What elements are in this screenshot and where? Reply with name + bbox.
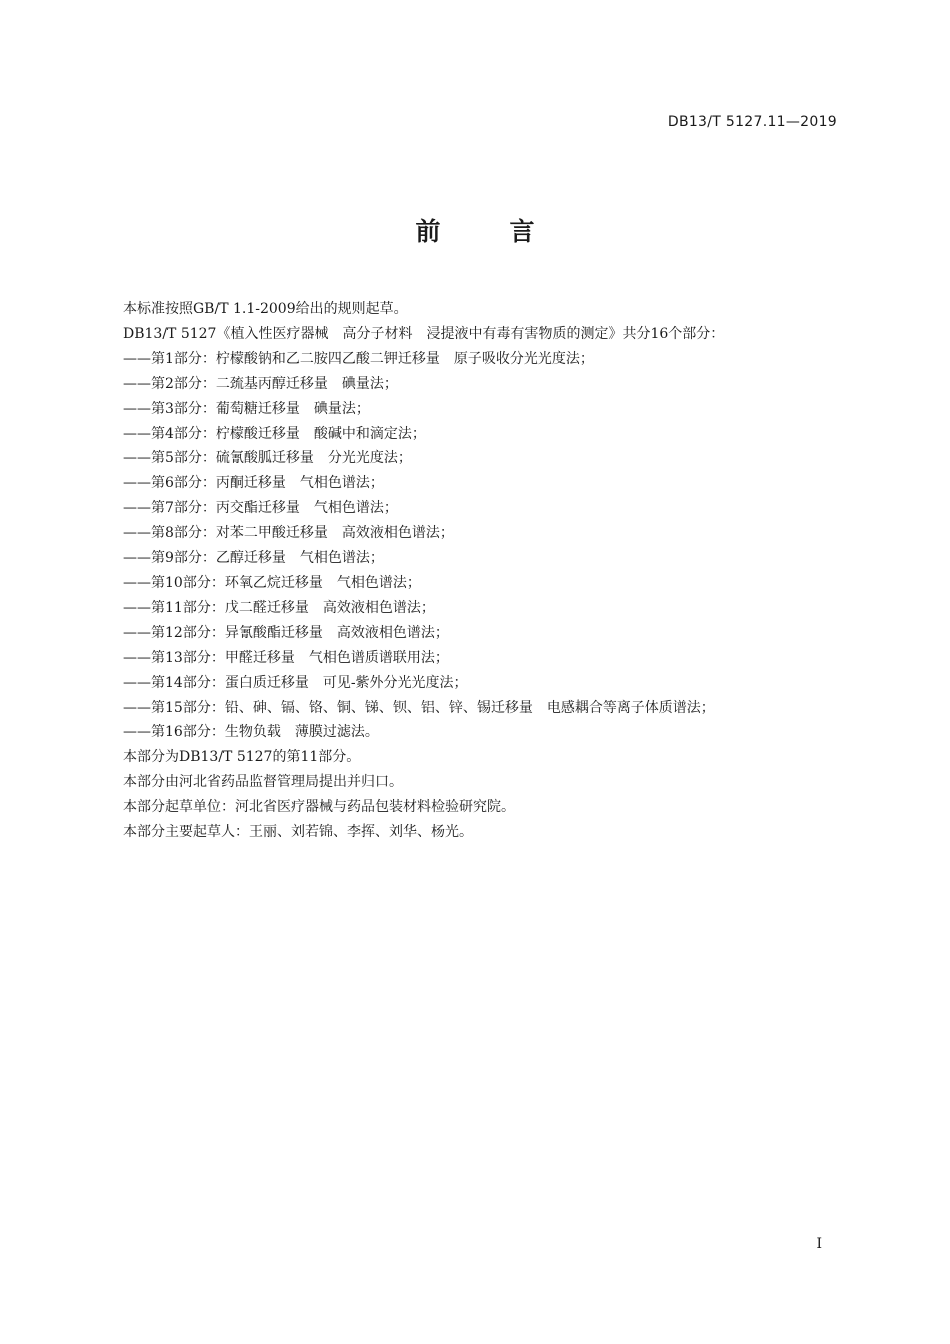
part-list-item: ——第11部分：戊二醛迁移量 高效液相色谱法； xyxy=(123,599,435,616)
part-list-item: ——第16部分：生物负载 薄膜过滤法。 xyxy=(123,724,379,741)
part-list-item: ——第15部分：铅、砷、镉、铬、铜、锑、钡、铝、锌、锡迁移量 电感耦合等离子体质谱法； xyxy=(123,699,715,716)
part-list-item: ——第1部分：柠檬酸钠和乙二胺四乙酸二钾迁移量 原子吸收分光光度法； xyxy=(123,350,594,367)
page-number: I xyxy=(816,1236,822,1252)
part-list-item: ——第7部分：丙交酯迁移量 气相色谱法； xyxy=(123,500,398,517)
body-line: DB13/T 5127《植入性医疗器械 高分子材料 浸提液中有毒有害物质的测定》共分16个部分： xyxy=(123,325,725,342)
part-list-item: ——第13部分：甲醛迁移量 气相色谱质谱联用法； xyxy=(123,649,449,666)
part-list-item: ——第12部分：异氰酸酯迁移量 高效液相色谱法； xyxy=(123,624,449,641)
body-line: 本部分由河北省药品监督管理局提出并归口。 xyxy=(123,774,403,791)
part-list-item: ——第5部分：硫氰酸胍迁移量 分光光度法； xyxy=(123,450,412,467)
part-list-item: ——第9部分：乙醇迁移量 气相色谱法； xyxy=(123,550,384,567)
part-list-item: ——第10部分：环氧乙烷迁移量 气相色谱法； xyxy=(123,574,421,591)
page-title: 前 言 xyxy=(415,217,557,246)
body-line: 本标准按照GB/T 1.1-2009给出的规则起草。 xyxy=(123,301,408,317)
part-list-item: ——第8部分：对苯二甲酸迁移量 高效液相色谱法； xyxy=(123,525,454,542)
body-line: 本部分主要起草人：王丽、刘若锦、李挥、刘华、杨光。 xyxy=(123,824,473,841)
part-list-item: ——第6部分：丙酮迁移量 气相色谱法； xyxy=(123,475,384,492)
body-line: 本部分起草单位：河北省医疗器械与药品包装材料检验研究院。 xyxy=(123,799,515,816)
part-list-item: ——第3部分：葡萄糖迁移量 碘量法； xyxy=(123,400,370,417)
part-list-item: ——第2部分：二巯基丙醇迁移量 碘量法； xyxy=(123,375,398,392)
body-line: 本部分为DB13/T 5127的第11部分。 xyxy=(123,749,361,766)
document-code: DB13/T 5127.11—2019 xyxy=(667,114,837,130)
part-list-item: ——第14部分：蛋白质迁移量 可见-紫外分光光度法； xyxy=(123,674,468,691)
part-list-item: ——第4部分：柠檬酸迁移量 酸碱中和滴定法； xyxy=(123,425,426,442)
foreword-body xyxy=(123,297,843,845)
